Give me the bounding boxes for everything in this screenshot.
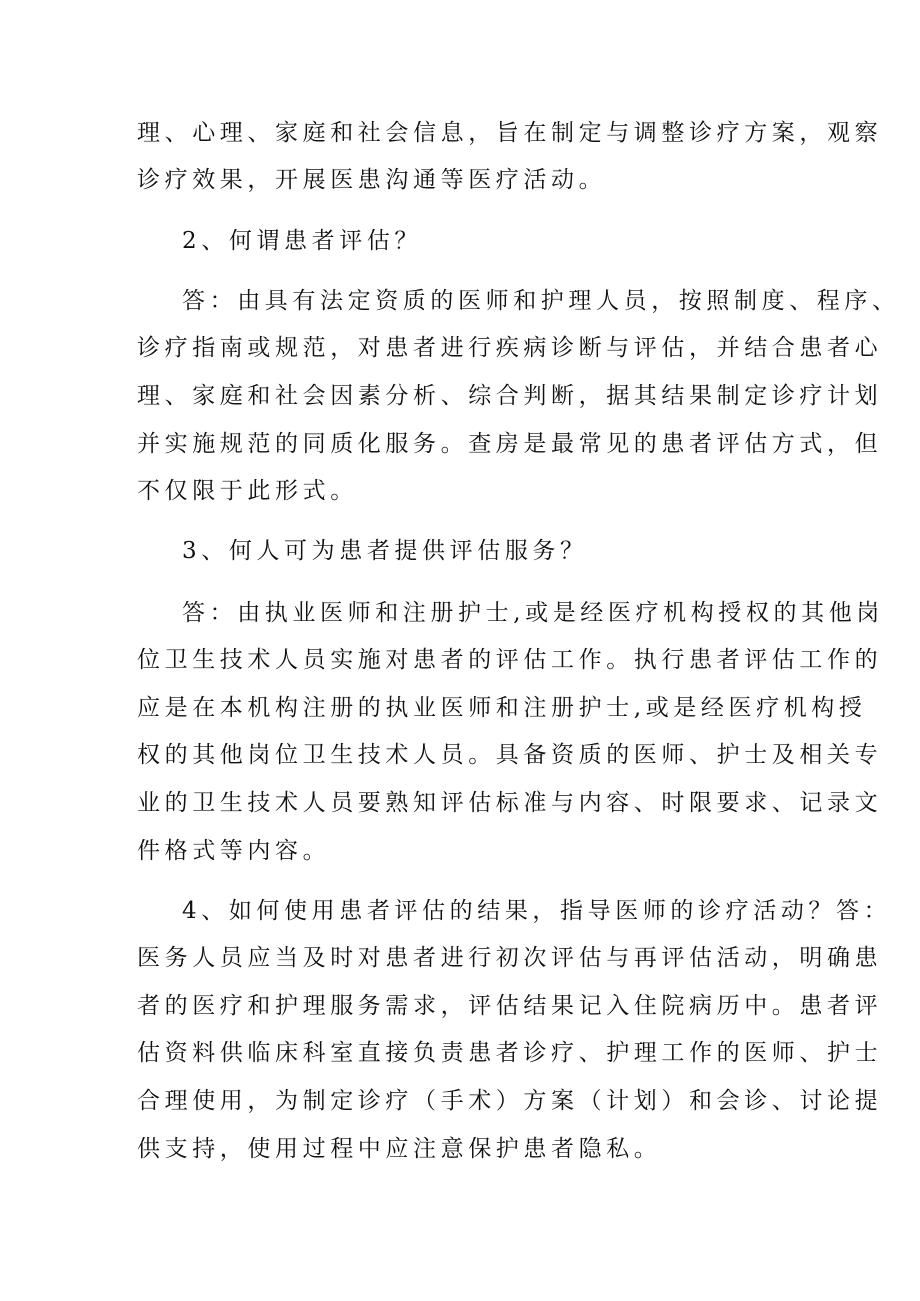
text-line: 理、家庭和社会因素分析、综合判断，据其结果制定诊疗计划 (137, 383, 883, 409)
text-line: 答：由具有法定资质的医师和护理人员，按照制度、程序、 (182, 288, 900, 314)
text-line: 医务人员应当及时对患者进行初次评估与再评估活动，明确患 (137, 945, 883, 971)
question-heading: 2、何谓患者评估？ (182, 228, 423, 254)
text-line: 权的其他岗位卫生技术人员。具备资质的医师、护士及相关专 (137, 742, 883, 768)
text-line: 应是在本机构注册的执业医师和注册护士,或是经医疗机构授 (137, 695, 867, 721)
text-line: 并实施规范的同质化服务。查房是最常见的患者评估方式，但 (137, 431, 883, 457)
text-line: 答：由执业医师和注册护士,或是经医疗机构授权的其他岗 (182, 600, 884, 626)
text-line: 合理使用，为制定诊疗（手术）方案（计划）和会诊、讨论提 (137, 1088, 883, 1114)
text-line: 件格式等内容。 (137, 838, 331, 864)
text-line: 供支持，使用过程中应注意保护患者隐私。 (137, 1136, 662, 1162)
question-heading: 3、何人可为患者提供评估服务？ (182, 538, 588, 564)
question-heading: 4、如何使用患者评估的结果，指导医师的诊疗活动？答： (182, 898, 892, 924)
text-line: 者的医疗和护理服务需求，评估结果记入住院病历中。患者评 (137, 993, 883, 1019)
text-line: 估资料供临床科室直接负责患者诊疗、护理工作的医师、护士 (137, 1040, 883, 1066)
text-line: 理、心理、家庭和社会信息，旨在制定与调整诊疗方案，观察 (137, 120, 883, 146)
text-line: 不仅限于此形式。 (137, 478, 358, 504)
text-line: 业的卫生技术人员要熟知评估标准与内容、时限要求、记录文 (137, 790, 883, 816)
text-line: 诊疗效果，开展医患沟通等医疗活动。 (137, 167, 607, 193)
text-line: 位卫生技术人员实施对患者的评估工作。执行患者评估工作的 (137, 647, 883, 673)
text-line: 诊疗指南或规范，对患者进行疾病诊断与评估，并结合患者心 (137, 335, 883, 361)
